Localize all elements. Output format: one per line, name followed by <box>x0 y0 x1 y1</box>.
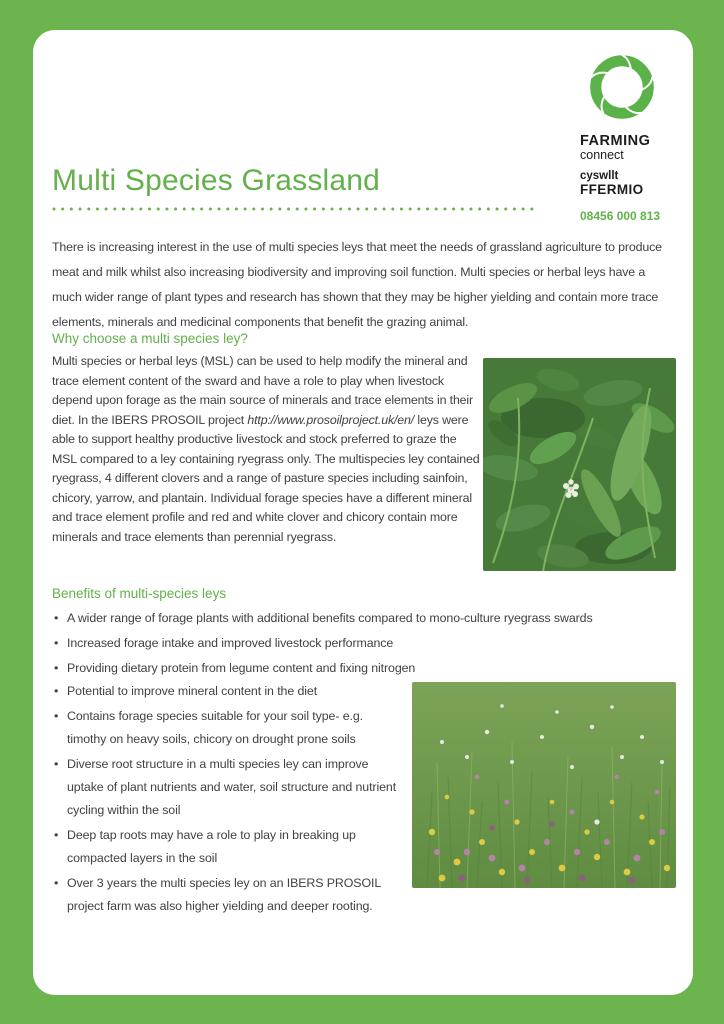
benefit-item: • Increased forage intake and improved livestock performance <box>52 632 676 655</box>
brand-name-ffermio: FFERMIO <box>580 182 644 197</box>
farming-connect-brand <box>577 46 676 223</box>
brand-name-cyswllt: cyswllt <box>580 170 619 182</box>
benefits-list-beside-image <box>52 680 400 920</box>
benefit-item: • Deep tap roots may have a role to play in breaking up compacted layers in the soil <box>52 824 400 870</box>
why-section-heading: Why choose a multi species ley? <box>52 331 248 346</box>
benefits-list-full-width <box>52 607 676 682</box>
benefit-item: • Over 3 years the multi species ley on an IBERS PROSOIL project farm was also higher yielding and deeper rooting. <box>52 872 400 918</box>
farming-connect-swirl-icon <box>581 46 663 128</box>
dotted-divider <box>52 207 534 211</box>
brand-name-farming: FARMING <box>580 133 651 149</box>
benefit-item: • Potential to improve mineral content in the diet <box>52 680 400 703</box>
why-section-body <box>52 352 676 571</box>
benefit-item: • Diverse root structure in a multi species ley can improve uptake of plant nutrients and water, soil structure and nutrient cycling within the soil <box>52 753 400 822</box>
intro-paragraph: There is increasing interest in the use of multi species leys that meet the needs of grassland agriculture to produce meat and milk whilst also increasing biodiversity and improving soil function. Multi species or herbal leys have a much wider range of plant types and research has shown that they may be higher yielding and contain more trace elements, minerals and medicinal components that benefit the grazing animal. <box>52 240 662 329</box>
benefits-section-body <box>52 680 676 920</box>
benefit-item: • A wider range of forage plants with additional benefits compared to mono-culture ryegrass swards <box>52 607 676 630</box>
phone-number: 08456 000 813 <box>580 209 661 223</box>
prosoil-project-link[interactable]: http://www.prosoilproject.uk/en/ <box>247 412 415 427</box>
clover-plantain-closeup-photo <box>483 358 676 571</box>
brand-name-connect: connect <box>580 148 624 162</box>
benefit-item: • Providing dietary protein from legume content and fixing nitrogen <box>52 657 676 680</box>
why-paragraph <box>52 352 482 571</box>
why-text-before-url: Multi species or herbal leys (MSL) can be used to help modify the mineral and trace element content of the sward and have a role to play when livestock depend upon forage as the main source of minerals and trace elements in their diet. In the IBERS PROSOIL project <box>52 354 474 427</box>
benefits-section-heading: Benefits of multi-species leys <box>52 586 227 601</box>
why-text-after-url: leys were able to support healthy productive livestock and stock preferred to graze the MSL compared to a ley containing ryegrass only. The multispecies ley contained ryegrass, 4 different clovers and a range of pasture species including sainfoin, chicory, yarrow, and plantain. Individual forage species have a different mineral and trace element profile and red and white clover and chicory contain more minerals and trace elements than perennial ryegrass. <box>52 412 480 544</box>
leaflet-sheet <box>33 30 693 995</box>
wildflower-meadow-photo <box>412 682 676 888</box>
page-title: Multi Species Grassland <box>52 164 381 197</box>
benefit-item: • Contains forage species suitable for your soil type- e.g. timothy on heavy soils, chicory on drought prone soils <box>52 705 400 751</box>
